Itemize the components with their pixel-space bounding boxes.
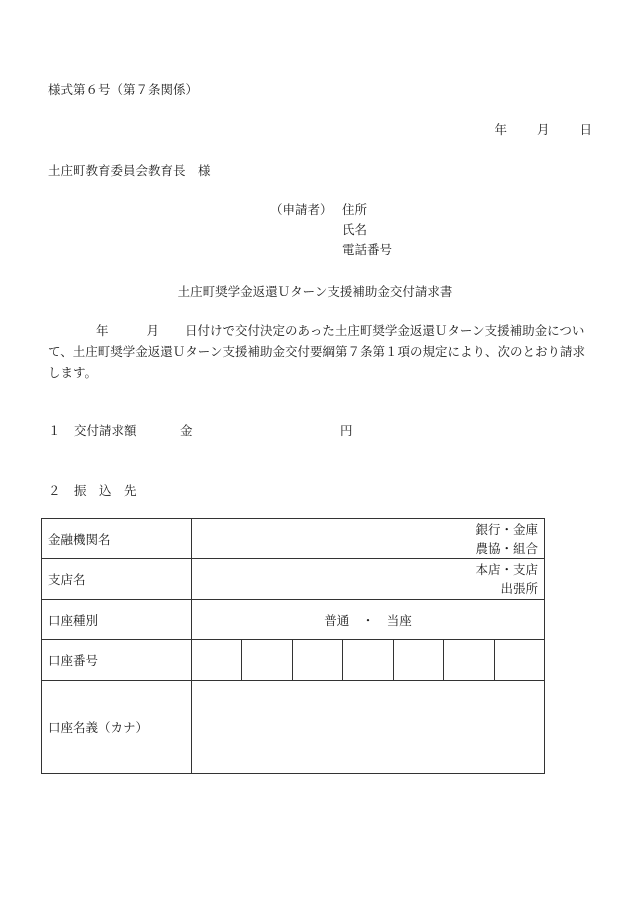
account-digit-cell[interactable] [292,640,342,681]
request-body [48,320,596,383]
account-digit-cell[interactable] [242,640,292,681]
transfer-label: 振 込 先 [74,483,137,498]
table-row [42,681,545,774]
account-type-label: 口座種別 [42,600,192,640]
amount-line [48,421,353,439]
institution-label: 金融機関名 [42,519,192,559]
branch-options[interactable] [192,559,545,600]
account-digit-cell[interactable] [192,640,242,681]
institution-option: 農協・組合 [475,540,538,556]
branch-label: 支店名 [42,559,192,600]
table-row [42,600,545,640]
form-number: 様式第６号（第７条関係） [48,82,199,97]
date-year: 年 [494,122,507,137]
addressee: 土庄町教育委員会教育長 様 [48,163,211,178]
body-month: 月 [146,323,160,338]
amount-prefix: 金 [180,423,193,438]
body-text: 日付けで交付決定のあった土庄町奨学金返還Ｕターン支援補助金について、土庄町奨学金返還Ｕターン支援補助金交付要綱第７条第１項の規定により、次のとおり請求します。 [48,323,586,380]
institution-options[interactable] [192,519,545,559]
name-label: 氏名 [342,222,368,237]
amount-number: １ [48,423,61,438]
address-label: 住所 [342,202,368,217]
table-row [42,559,545,600]
account-digit-cell[interactable] [393,640,443,681]
document-title: 土庄町奨学金返還Ｕターン支援補助金交付請求書 [177,284,453,299]
account-digit-cell[interactable] [444,640,494,681]
transfer-line [48,481,137,499]
account-name-label: 口座名義（カナ） [42,681,192,774]
amount-label: 交付請求額 [74,423,137,438]
phone-label: 電話番号 [342,242,393,257]
account-name-field[interactable] [192,681,545,774]
applicant-block [270,200,392,260]
body-year: 年 [96,323,109,338]
date-day: 日 [579,122,592,137]
account-number-label: 口座番号 [42,640,192,681]
institution-option: 銀行・金庫 [475,521,538,537]
applicant-role: （申請者） [270,202,333,217]
branch-option: 本店・支店 [475,562,538,577]
table-row [42,640,545,681]
bank-table [41,518,545,774]
account-type-options[interactable]: 普通 ・ 当座 [192,600,545,640]
branch-option: 出張所 [500,581,538,596]
date-line [494,120,592,138]
transfer-number: ２ [48,483,61,498]
account-digit-cell[interactable] [494,640,544,681]
amount-unit: 円 [340,423,353,438]
table-row [42,519,545,559]
account-digit-cell[interactable] [343,640,393,681]
date-month: 月 [536,122,550,137]
